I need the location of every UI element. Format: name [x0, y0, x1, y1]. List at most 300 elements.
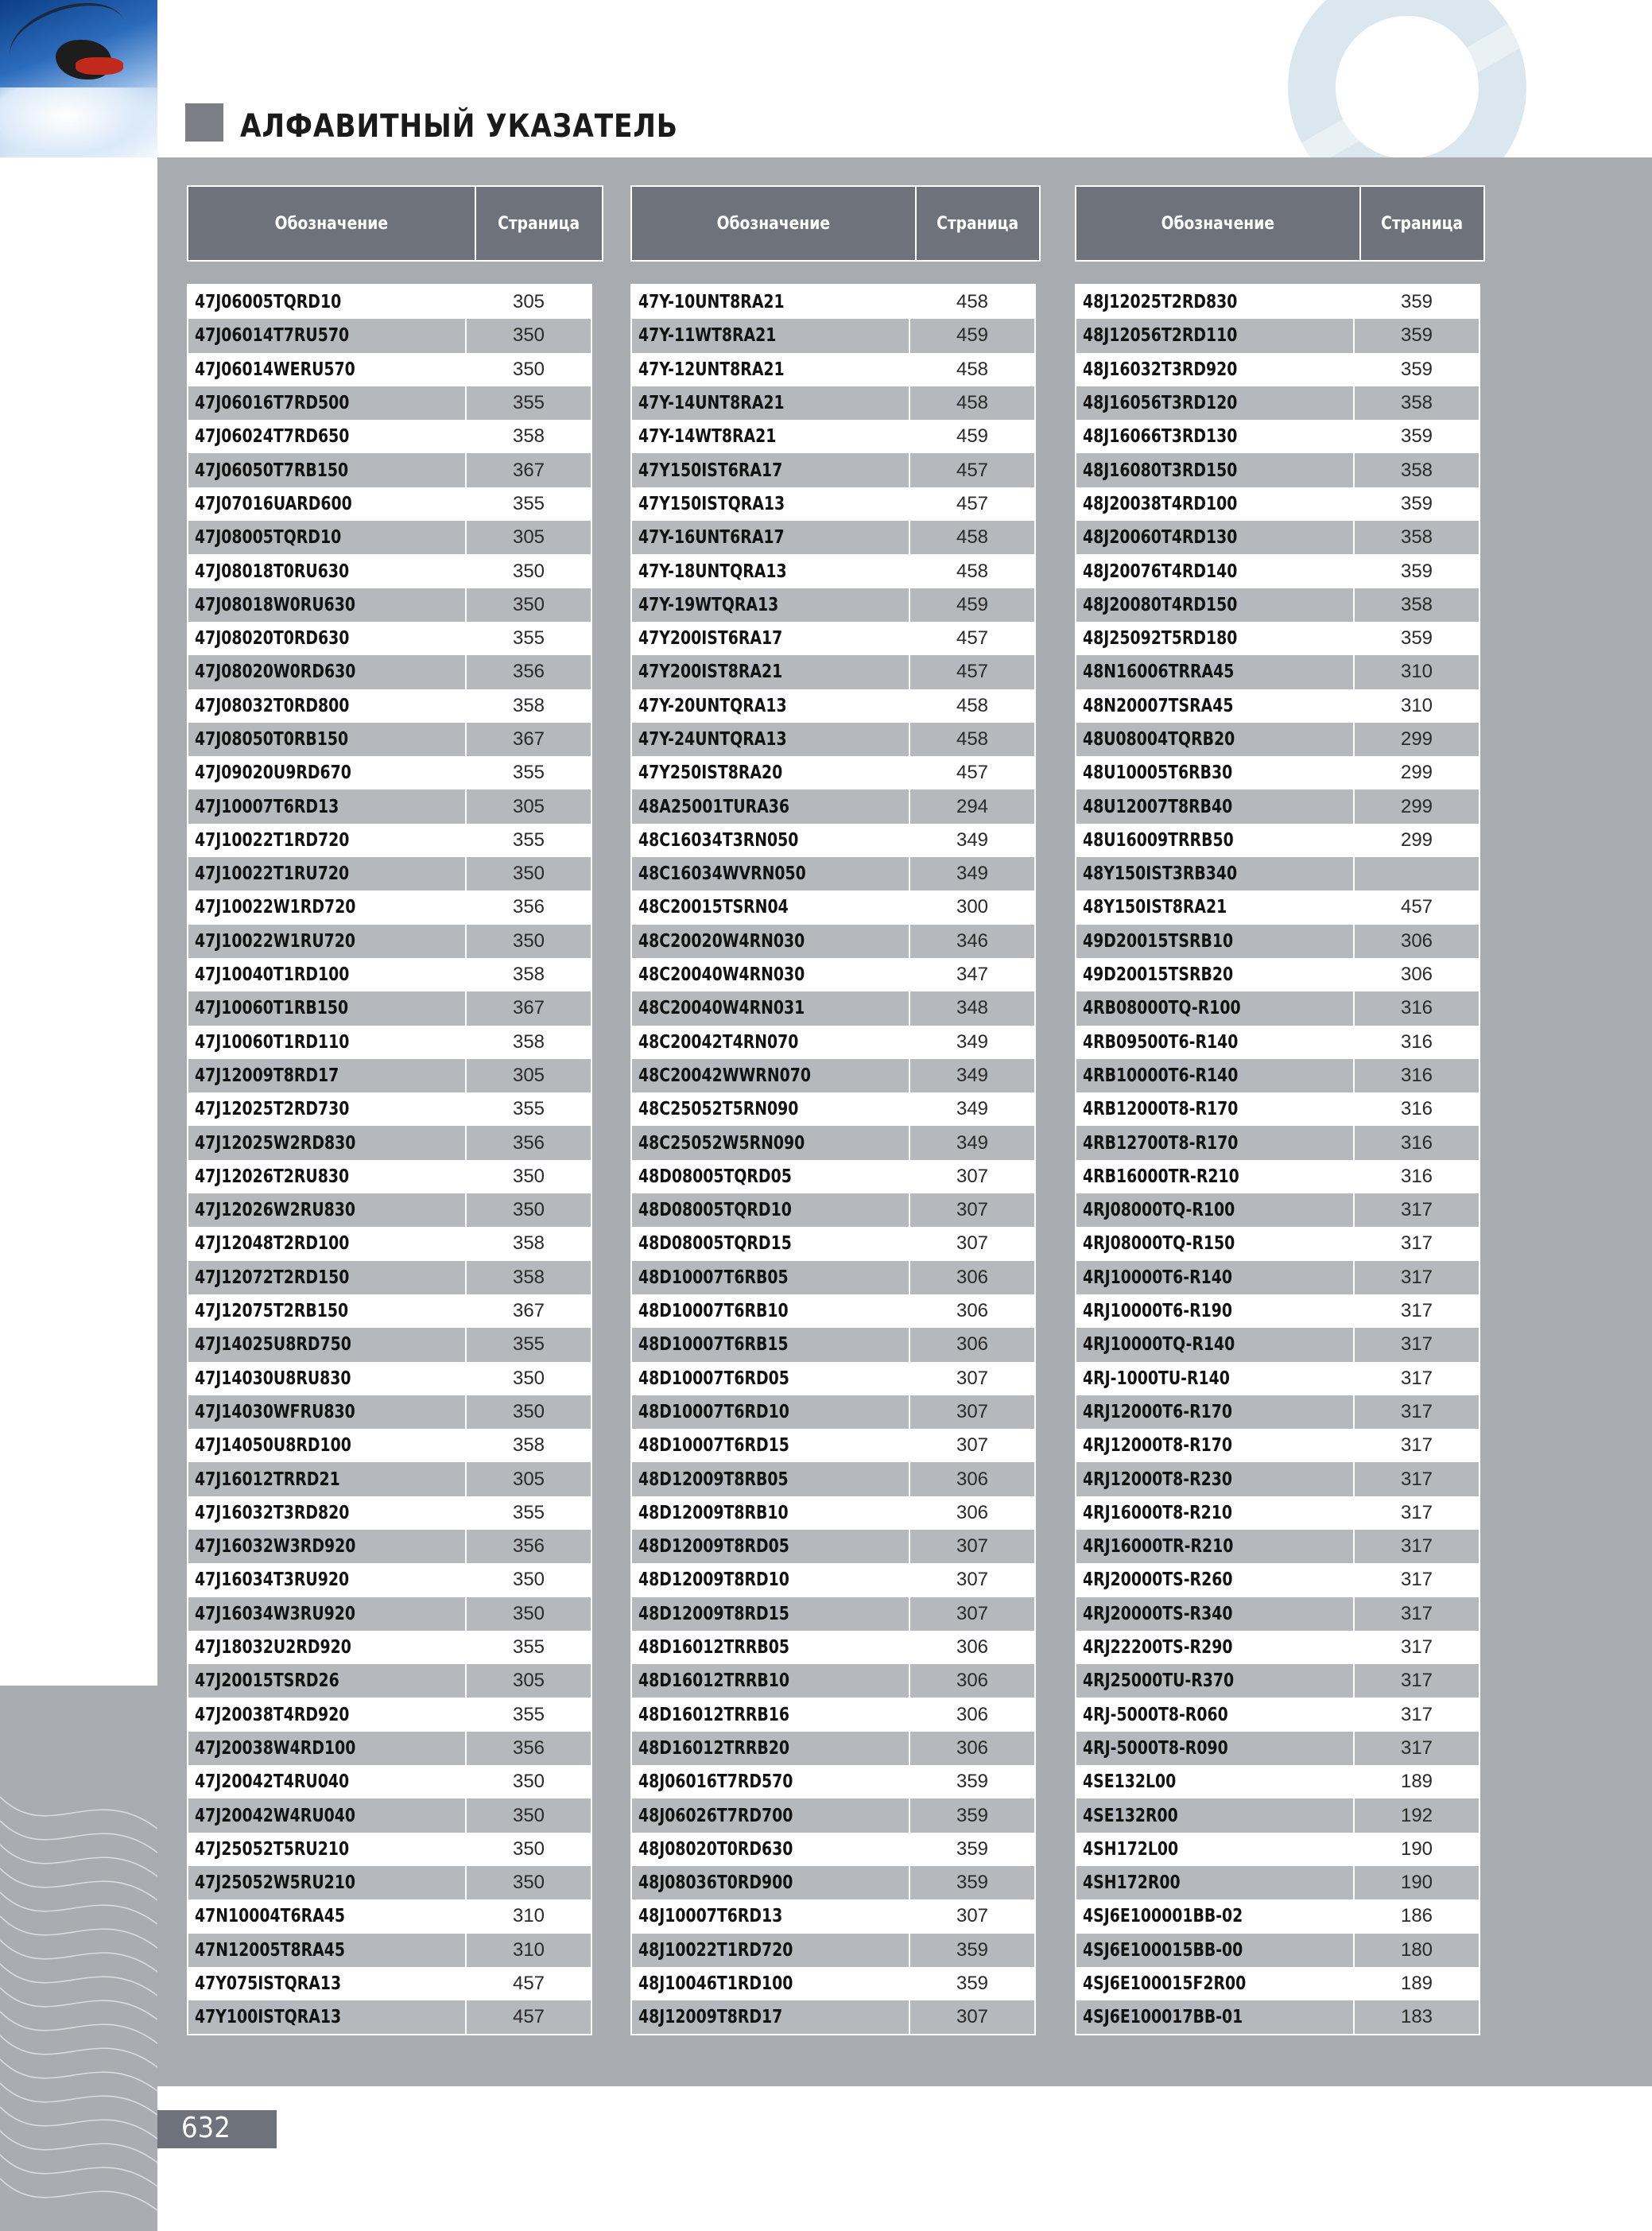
part-code [632, 1328, 910, 1361]
page-ref: 358 [1400, 526, 1433, 549]
table-row [188, 991, 591, 1025]
page-ref: 358 [512, 425, 545, 448]
table-row [188, 1664, 591, 1698]
part-code [632, 622, 910, 655]
part-code [188, 790, 467, 823]
table-row [188, 1160, 591, 1193]
part-code [632, 1294, 910, 1328]
page-ref: 350 [512, 1199, 545, 1221]
page-ref: 459 [956, 593, 989, 615]
table-row [1076, 925, 1479, 958]
part-code-text: 4SJ6E100015BB-00 [1083, 1939, 1243, 1961]
page-ref: 350 [512, 324, 545, 347]
part-code [1076, 1833, 1355, 1866]
part-code [632, 1899, 910, 1933]
page-ref: 355 [512, 1333, 545, 1356]
header-code-label: Обозначение [1161, 213, 1275, 234]
part-code [632, 790, 910, 823]
part-code-text: 47J06016T7RD500 [195, 393, 350, 414]
table-row [1076, 285, 1479, 319]
table-row [632, 1866, 1034, 1899]
part-code [188, 1026, 467, 1059]
page-ref: 190 [1400, 1872, 1433, 1894]
part-code [632, 1664, 910, 1698]
part-code-text: 48J16032T3RD920 [1083, 359, 1238, 380]
part-code [632, 1362, 910, 1395]
table-row [188, 1967, 591, 2000]
table-row [1076, 1530, 1479, 1563]
page-ref: 359 [956, 1771, 989, 1793]
table-row [188, 1362, 591, 1395]
part-code-text: 4RJ22200TS-R290 [1083, 1637, 1233, 1659]
part-code-text: 47J20038W4RD100 [195, 1737, 356, 1759]
part-code [1076, 1496, 1355, 1530]
page-ref: 349 [956, 1131, 989, 1154]
part-code-text: 4RJ16000T8-R210 [1083, 1502, 1232, 1523]
part-code-text: 4RJ08000TQ-R100 [1083, 1200, 1235, 1221]
part-code-text: 47J16032T3RD820 [195, 1502, 350, 1523]
part-code [1076, 319, 1355, 352]
part-code-text: 49D20015TSRB10 [1083, 930, 1234, 952]
part-code-text: 47Y200IST8RA21 [638, 662, 783, 683]
part-code [1076, 1395, 1355, 1429]
page-ref: 350 [512, 929, 545, 952]
page-ref: 305 [512, 1468, 545, 1490]
part-code-text: 47N12005T8RA45 [195, 1939, 345, 1961]
page-ref: 358 [512, 1266, 545, 1288]
corner-photo-kitesurfer [0, 0, 157, 157]
page-ref: 190 [1400, 1837, 1433, 1860]
part-code [1076, 453, 1355, 487]
table-row [632, 1261, 1034, 1294]
part-code [188, 1193, 467, 1227]
page-ref: 306 [956, 1333, 989, 1356]
table-row [632, 521, 1034, 554]
part-code-text: 47J08020T0RD630 [195, 628, 350, 650]
table-row [632, 1294, 1034, 1328]
page-ref: 192 [1400, 1804, 1433, 1826]
part-code-text: 47Y-24UNTQRA13 [638, 729, 787, 750]
part-code [188, 1563, 467, 1597]
part-code [632, 2000, 910, 2034]
part-code-text: 48D10007T6RD10 [638, 1401, 789, 1422]
part-code [188, 958, 467, 991]
part-code-text: 48D16012TRRB16 [638, 1704, 790, 1725]
part-code [632, 1597, 910, 1631]
table-row [632, 453, 1034, 487]
page-ref: 183 [1400, 2006, 1433, 2028]
page-ref: 310 [1400, 694, 1433, 716]
table-row [188, 453, 591, 487]
part-code-text: 48J10022T1RD720 [638, 1939, 793, 1961]
part-code-text: 48D10007T6RD05 [638, 1368, 789, 1389]
page-ref: 359 [1400, 560, 1433, 582]
part-code-text: 48C20040W4RN030 [638, 964, 805, 986]
table-row [188, 1732, 591, 1765]
part-code-text: 47J06005TQRD10 [195, 292, 342, 313]
part-code [632, 689, 910, 723]
part-code-text: 48C20020W4RN030 [638, 930, 805, 952]
part-code [632, 1563, 910, 1597]
part-code [188, 1126, 467, 1159]
page-ref: 317 [1400, 1501, 1433, 1523]
page-ref [1355, 857, 1479, 890]
part-code [1076, 1362, 1355, 1395]
part-code-text: 48D12009T8RD10 [638, 1569, 789, 1591]
part-code-text: 47J14025U8RD750 [195, 1334, 351, 1356]
part-code-text: 4RB08000TQ-R100 [1083, 998, 1241, 1019]
table-row [188, 1833, 591, 1866]
part-code [1076, 353, 1355, 386]
page-ref: 350 [512, 1872, 545, 1894]
part-code-text: 47J16032W3RD920 [195, 1536, 356, 1558]
part-code [188, 925, 467, 958]
part-code [1076, 1092, 1355, 1126]
part-code-text: 47J08018W0RU630 [195, 594, 356, 615]
header-page-label: Страница [498, 213, 580, 234]
table-row [1076, 1429, 1479, 1462]
page-ref: 358 [512, 1030, 545, 1053]
part-code-text: 48U16009TRRB50 [1083, 829, 1234, 851]
part-code-text: 48D10007T6RD15 [638, 1435, 789, 1457]
part-code [1076, 1899, 1355, 1933]
page-ref: 349 [956, 828, 989, 851]
page-ref: 305 [512, 795, 545, 817]
part-code-text: 47J08018T0RU630 [195, 561, 350, 582]
page-ref: 306 [956, 1636, 989, 1659]
part-code [188, 991, 467, 1025]
part-code-text: 48C16034T3RN050 [638, 829, 799, 851]
part-code [1076, 285, 1355, 319]
part-code-text: 48N20007TSRA45 [1083, 695, 1234, 716]
part-code-text: 48C25052T5RN090 [638, 1099, 799, 1120]
table-row [1076, 1934, 1479, 1967]
table-row [1076, 487, 1479, 521]
part-code-text: 47J14030U8RU830 [195, 1368, 351, 1389]
table-row [632, 1563, 1034, 1597]
table-row [188, 790, 591, 823]
part-code [188, 1328, 467, 1361]
table-row [188, 319, 591, 352]
table-row [1076, 1059, 1479, 1092]
part-code [1076, 1429, 1355, 1462]
page-ref: 180 [1400, 1938, 1433, 1961]
table-row [1076, 1395, 1479, 1429]
table-row [632, 1059, 1034, 1092]
page-ref: 358 [512, 1232, 545, 1255]
page-ref: 359 [956, 1837, 989, 1860]
part-code-text: 4RJ25000TU-R370 [1083, 1670, 1235, 1692]
part-code-text: 47J08050T0RB150 [195, 729, 349, 750]
table-row [632, 487, 1034, 521]
part-code-text: 48J20060T4RD130 [1083, 527, 1238, 549]
header-page-cell [476, 187, 602, 260]
table-row [632, 1126, 1034, 1159]
part-code [1076, 1026, 1355, 1059]
table-row [1076, 521, 1479, 554]
part-code [188, 420, 467, 453]
page-ref: 356 [512, 661, 545, 683]
part-code [188, 1294, 467, 1328]
table-row [188, 689, 591, 723]
part-code-text: 47J10022W1RU720 [195, 930, 356, 952]
index-table-2 [630, 284, 1036, 2035]
table-row [632, 1631, 1034, 1664]
part-code [632, 1765, 910, 1798]
page-ref: 316 [1400, 1098, 1433, 1120]
part-code-text: 48J12025T2RD830 [1083, 292, 1238, 313]
table-row [632, 1328, 1034, 1361]
page-ref: 317 [1400, 1569, 1433, 1591]
part-code [1076, 1967, 1355, 2000]
part-code-text: 47J16034W3RU920 [195, 1603, 356, 1624]
page-ref: 189 [1400, 1972, 1433, 1994]
table-row [632, 1193, 1034, 1227]
part-code [632, 285, 910, 319]
part-code-text: 47J10022T1RU720 [195, 863, 350, 885]
part-code [1076, 824, 1355, 857]
table-row [632, 655, 1034, 689]
part-code [188, 487, 467, 521]
part-code-text: 47J12072T2RD150 [195, 1267, 350, 1288]
part-code-text: 48C25052W5RN090 [638, 1132, 805, 1154]
page-ref: 306 [956, 1670, 989, 1692]
part-code [1076, 1664, 1355, 1698]
part-code [1076, 622, 1355, 655]
part-code-text: 47J20015TSRD26 [195, 1670, 339, 1692]
decorative-circle-inner [1336, 16, 1479, 159]
table-row [632, 319, 1034, 352]
table-row [1076, 958, 1479, 991]
page-ref: 350 [512, 1837, 545, 1860]
part-code [632, 1261, 910, 1294]
table-row [1076, 1798, 1479, 1832]
page-ref: 358 [512, 964, 545, 986]
index-table-3 [1075, 284, 1480, 2035]
part-code-text: 47Y150IST6RA17 [638, 460, 783, 481]
part-code [632, 420, 910, 453]
part-code [1076, 487, 1355, 521]
table-row [188, 420, 591, 453]
part-code-text: 47Y250IST8RA20 [638, 762, 783, 784]
part-code-text: 47Y150ISTQRA13 [638, 493, 785, 514]
page-ref: 359 [1400, 324, 1433, 347]
part-code [632, 1026, 910, 1059]
part-code-text: 47J12009T8RD17 [195, 1065, 339, 1086]
page-ref: 316 [1400, 997, 1433, 1019]
table-row [632, 588, 1034, 622]
header-code-cell [188, 187, 476, 260]
table-row [632, 1664, 1034, 1698]
part-code-text: 48C20040W4RN031 [638, 998, 805, 1019]
part-code [188, 655, 467, 689]
table-row [188, 655, 591, 689]
part-code-text: 47Y-12UNT8RA21 [638, 359, 785, 380]
table-row [1076, 319, 1479, 352]
part-code-text: 48D12009T8RB05 [638, 1469, 789, 1490]
page-ref: 355 [512, 492, 545, 514]
part-code-text: 47Y-10UNT8RA21 [638, 292, 785, 313]
page-ref: 317 [1400, 1468, 1433, 1490]
part-code [632, 487, 910, 521]
page-ref: 306 [1400, 964, 1433, 986]
table-row [188, 1294, 591, 1328]
page-ref: 457 [956, 661, 989, 683]
page-ref: 306 [956, 1736, 989, 1759]
part-code-text: 48U08004TQRB20 [1083, 729, 1235, 750]
table-row [188, 622, 591, 655]
page-ref: 299 [1400, 828, 1433, 851]
part-code [632, 655, 910, 689]
part-code-text: 48J16080T3RD150 [1083, 460, 1238, 481]
part-code [188, 1732, 467, 1765]
part-code-text: 4SH172R00 [1083, 1872, 1181, 1894]
header-page-label: Страница [1381, 213, 1464, 234]
part-code [1076, 1328, 1355, 1361]
table-row [1076, 1866, 1479, 1899]
page-ref: 316 [1400, 1165, 1433, 1187]
table-row [188, 890, 591, 924]
page-ref: 305 [512, 291, 545, 313]
part-code-text: 4SJ6E100017BB-01 [1083, 2007, 1243, 2028]
table-row [188, 487, 591, 521]
page-ref: 307 [956, 1602, 989, 1624]
page-ref: 359 [956, 1872, 989, 1894]
page-ref: 316 [1400, 1064, 1433, 1086]
page-ref: 307 [956, 1199, 989, 1221]
part-code-text: 48J25092T5RD180 [1083, 628, 1238, 650]
part-code-text: 48J20076T4RD140 [1083, 561, 1238, 582]
part-code [1076, 1631, 1355, 1664]
part-code [632, 1160, 910, 1193]
page-ref: 299 [1400, 762, 1433, 784]
part-code-text: 47J10007T6RD13 [195, 796, 339, 817]
part-code-text: 4RJ10000T6-R190 [1083, 1301, 1232, 1322]
page-ref: 458 [956, 560, 989, 582]
page-ref: 299 [1400, 728, 1433, 750]
part-code [1076, 1059, 1355, 1092]
table-row [188, 1126, 591, 1159]
part-code [188, 453, 467, 487]
part-code-text: 4RB10000T6-R140 [1083, 1065, 1239, 1086]
table-row [188, 1765, 591, 1798]
part-code-text: 48D16012TRRB10 [638, 1670, 790, 1692]
table-row [632, 1462, 1034, 1496]
part-code [632, 1126, 910, 1159]
part-code [1076, 925, 1355, 958]
table-row [188, 1227, 591, 1260]
page-ref: 310 [1400, 661, 1433, 683]
page-ref: 358 [512, 694, 545, 716]
part-code [188, 1362, 467, 1395]
table-row [188, 521, 591, 554]
part-code [188, 1059, 467, 1092]
table-row [188, 1059, 591, 1092]
part-code-text: 47Y-14WT8RA21 [638, 426, 777, 448]
table-row [1076, 1833, 1479, 1866]
part-code [632, 723, 910, 756]
part-code [188, 1631, 467, 1664]
part-code-text: 4RJ12000T8-R170 [1083, 1435, 1232, 1457]
page-ref: 307 [956, 1232, 989, 1255]
page-ref: 300 [956, 896, 989, 918]
page-ref: 359 [1400, 492, 1433, 514]
table-row [1076, 1193, 1479, 1227]
header-page-cell [1361, 187, 1483, 260]
table-row [632, 1934, 1034, 1967]
part-code-text: 47J06014WERU570 [195, 359, 355, 380]
page-ref: 349 [956, 1030, 989, 1053]
page-ref: 350 [512, 593, 545, 615]
part-code [632, 1530, 910, 1563]
part-code-text: 4RB12700T8-R170 [1083, 1132, 1239, 1154]
page-ref: 307 [956, 1400, 989, 1422]
wave-lines-graphic [0, 1686, 157, 2231]
part-code-text: 48U12007T8RB40 [1083, 796, 1233, 817]
part-code-text: 47J09020U9RD670 [195, 762, 351, 784]
part-code-text: 48D12009T8RD15 [638, 1603, 789, 1624]
page-ref: 350 [512, 1771, 545, 1793]
page-ref: 355 [512, 1501, 545, 1523]
part-code-text: 48U10005T6RB30 [1083, 762, 1233, 784]
table-row [632, 1092, 1034, 1126]
part-code [1076, 1934, 1355, 1967]
part-code [188, 588, 467, 622]
page-ref: 350 [512, 863, 545, 885]
part-code [1076, 790, 1355, 823]
part-code [632, 1059, 910, 1092]
part-code [188, 1899, 467, 1933]
table-row [1076, 1631, 1479, 1664]
table-row [632, 925, 1034, 958]
part-code-text: 47J08020W0RD630 [195, 662, 356, 683]
part-code-text: 47J14050U8RD100 [195, 1435, 351, 1457]
part-code-text: 48C20042T4RN070 [638, 1031, 799, 1053]
page-ref: 310 [512, 1905, 545, 1927]
part-code [188, 1462, 467, 1496]
page-ref: 457 [512, 1972, 545, 1994]
page-ref: 458 [956, 526, 989, 549]
page-title: АЛФАВИТНЫЙ УКАЗАТЕЛЬ [240, 108, 678, 145]
page-ref: 306 [956, 1468, 989, 1490]
table-row [188, 925, 591, 958]
table-row [632, 1698, 1034, 1731]
part-code-text: 4RJ12000T6-R170 [1083, 1401, 1232, 1422]
page-number: 632 [181, 2112, 231, 2144]
page-ref: 355 [512, 762, 545, 784]
page-ref: 307 [956, 1535, 989, 1558]
part-code [188, 386, 467, 420]
part-code [632, 824, 910, 857]
page-ref: 359 [956, 1804, 989, 1826]
page-ref: 358 [1400, 593, 1433, 615]
page-ref: 358 [1400, 459, 1433, 481]
table-row [1076, 1967, 1479, 2000]
table-row [1076, 353, 1479, 386]
page-ref: 359 [1400, 425, 1433, 448]
page-ref: 457 [1400, 896, 1433, 918]
table-row [632, 285, 1034, 319]
part-code-text: 48J08020T0RD630 [638, 1838, 793, 1860]
part-code [1076, 1732, 1355, 1765]
part-code [632, 1967, 910, 2000]
table-row [188, 1530, 591, 1563]
page-ref: 317 [1400, 1434, 1433, 1457]
part-code [632, 857, 910, 890]
table-row [188, 1328, 591, 1361]
page-ref: 317 [1400, 1602, 1433, 1624]
page-ref: 316 [1400, 1030, 1433, 1053]
